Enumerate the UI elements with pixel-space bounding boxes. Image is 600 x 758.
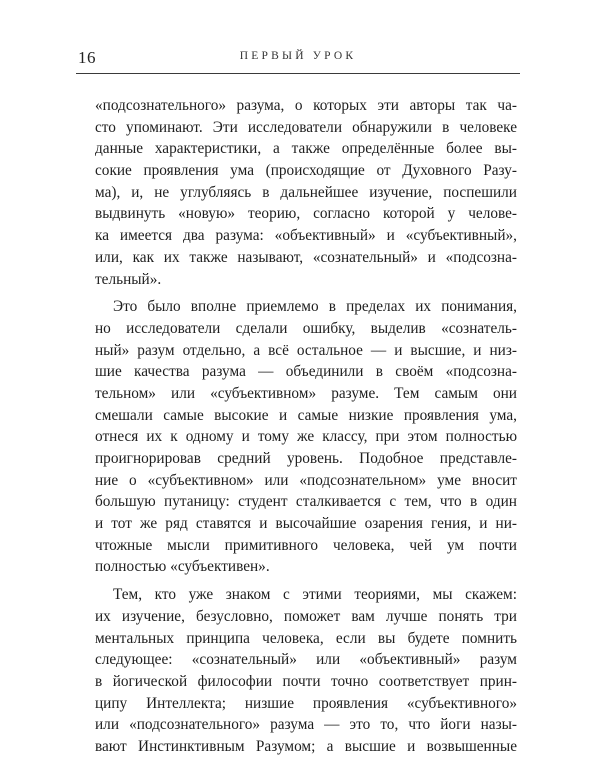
text-line: ка имеется два разума: «объективный» и «субъективный», [95, 227, 517, 245]
text-line: тельном» или «субъективном» разуме. Тем самым они [95, 384, 517, 402]
page-number: 16 [78, 48, 96, 67]
text-line: ципу Интеллекта; низшие проявления «субъективного» [95, 694, 517, 712]
text-line: следующее: «сознательный» или «объективный» разум [95, 651, 517, 669]
paragraph [95, 584, 517, 758]
text-line: их изучение, безусловно, поможет вам лучше понять три [95, 607, 517, 625]
text-line: чтожные мысли примитивного человека, чей ум почти [95, 536, 517, 554]
text-line: Тем, кто уже знаком с этими теориями, мы скажем: [113, 586, 517, 604]
header-rule [76, 73, 520, 74]
text-line: данные характеристики, а также определённые более вы- [95, 140, 517, 158]
text-line: выдвинуть «новую» теорию, согласно которой у челове- [95, 205, 517, 223]
text-line: тельный». [95, 270, 162, 288]
text-line: ментальных принципа человека, если вы будете помнить [95, 629, 517, 647]
body-text [95, 95, 517, 758]
text-line: но исследователи сделали ошибку, выделив «сознатель- [95, 319, 517, 337]
text-line: смешали самые высокие и самые низкие проявления ума, [95, 406, 517, 424]
text-line: ние о «субъективном» или «подсознательном» уме вносит [95, 471, 517, 489]
text-line: ма), и, не углубляясь в дальнейшее изучение, поспешили [95, 183, 517, 201]
text-line: сто упоминают. Эти исследователи обнаружили в человеке [95, 118, 517, 136]
paragraph [95, 296, 517, 578]
text-line: проигнорировав средний уровень. Подобное представле- [95, 450, 517, 467]
running-title: ПЕРВЫЙ УРОК [239, 50, 357, 62]
text-line: или, как их также называют, «сознательный» и «подсозна- [95, 248, 517, 266]
text-line: Это было вполне приемлемо в пределах их понимания, [113, 298, 517, 316]
text-line: «подсознательного» разума, о которых эти авторы так ча- [95, 97, 517, 114]
text-line: и тот же ряд ставятся и высочайшие озарения гения, и ни- [95, 515, 517, 533]
paragraph [95, 95, 517, 290]
text-line: или «подсознательного» разума — это то, что йоги назы- [95, 716, 517, 734]
text-line: ный» разум отдельно, а всё остальное — и высшие, и низ- [95, 341, 517, 359]
text-line: шие качества разума — объединили в своём «подсозна- [95, 363, 517, 381]
text-line: полностью «субъективен». [95, 558, 270, 576]
text-line: сокие проявления ума (происходящие от Духовного Разу- [95, 162, 517, 180]
text-line: отнеся их к одному и тому же классу, при этом полностью [95, 428, 517, 446]
text-line: большую путаницу: студент сталкивается с тем, что в один [95, 493, 517, 511]
text-line: вают Инстинктивным Разумом; а высшие и возвышенные [95, 737, 517, 755]
text-line: в йогической философии почти точно соответствует прин- [95, 672, 517, 690]
page-header [76, 44, 520, 70]
